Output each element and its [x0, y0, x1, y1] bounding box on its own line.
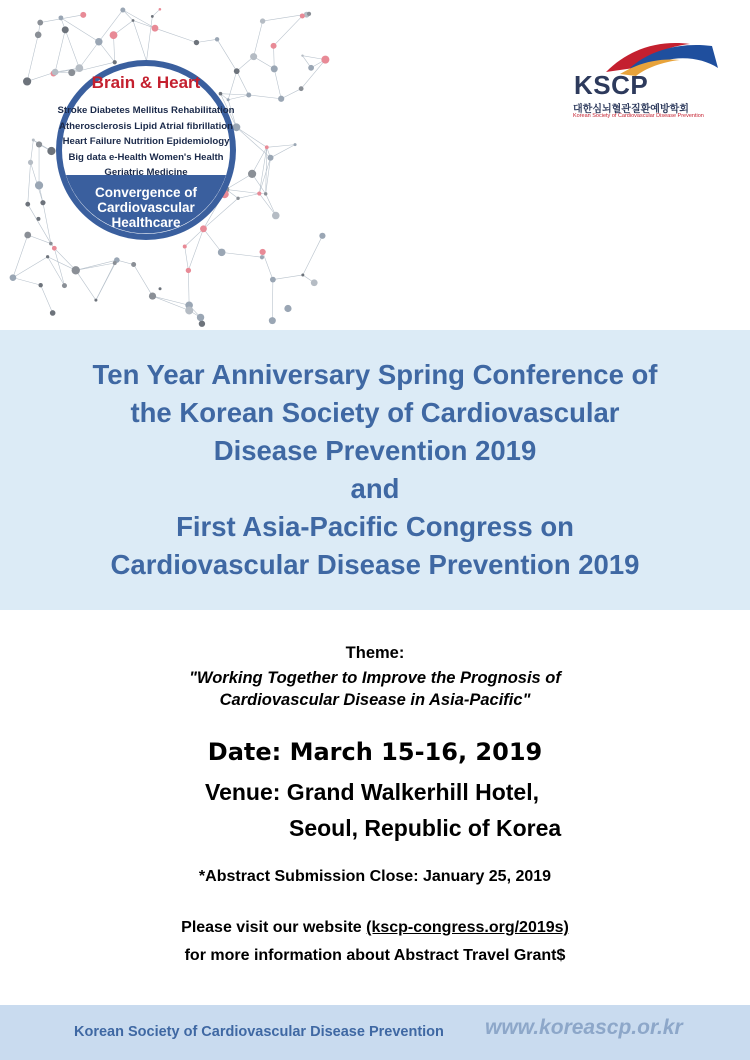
network-node — [35, 31, 42, 38]
badge-subtitle — [66, 185, 226, 230]
network-node — [50, 310, 56, 316]
network-node — [52, 246, 57, 251]
network-node — [80, 12, 86, 18]
network-node — [299, 86, 304, 91]
network-node — [278, 96, 284, 102]
network-node — [270, 277, 276, 283]
network-node — [25, 202, 30, 207]
network-link — [238, 194, 259, 199]
network-node — [284, 305, 291, 312]
network-link — [249, 95, 281, 99]
network-node — [151, 15, 154, 18]
abstract-deadline: *Abstract Submission Close: January 25, 2019 — [198, 868, 552, 885]
badge-subtitle-line: Healthcare — [111, 215, 181, 230]
network-link — [27, 35, 38, 82]
network-node — [246, 92, 251, 97]
network-link — [133, 21, 146, 62]
network-link — [41, 285, 53, 313]
network-node — [269, 317, 276, 324]
badge-topic-line: Atherosclerosis Lipid Atrial fibrillation — [59, 120, 233, 132]
network-node — [131, 262, 136, 267]
title-line: Cardiovascular Disease Prevention 2019 — [110, 549, 640, 580]
network-node — [36, 217, 40, 221]
network-node — [307, 12, 311, 16]
badge-title: Brain & Heart — [91, 73, 201, 92]
network-link — [153, 296, 190, 305]
network-link — [13, 257, 48, 278]
network-link — [236, 127, 266, 147]
website-prefix: Please visit our website — [181, 919, 367, 936]
network-link — [274, 16, 303, 46]
network-node — [301, 54, 303, 56]
network-node — [321, 56, 329, 64]
network-link — [254, 21, 263, 57]
network-link — [31, 140, 34, 162]
network-link — [281, 89, 301, 99]
network-link — [155, 28, 196, 42]
network-node — [271, 43, 277, 49]
network-link — [28, 204, 51, 243]
website-info — [0, 914, 750, 970]
network-node — [10, 274, 17, 281]
network-link — [273, 275, 303, 280]
network-link — [28, 235, 51, 244]
logo-name: KSCP — [574, 70, 649, 100]
network-node — [38, 283, 42, 287]
title-line: and — [350, 473, 400, 504]
badge-subtitle-line: Cardiovascular — [97, 200, 195, 215]
badge-topic-line: Heart Failure Nutrition Epidemiology — [62, 136, 230, 147]
network-link — [152, 9, 160, 16]
network-link — [188, 270, 189, 305]
network-node — [95, 38, 102, 45]
conference-title — [0, 356, 750, 584]
network-link — [303, 236, 323, 275]
network-node — [260, 255, 264, 259]
theme-label: Theme: — [345, 644, 405, 662]
network-node — [59, 15, 64, 20]
venue-line: Venue: Grand Walkerhill Hotel, — [205, 779, 539, 805]
network-link — [185, 246, 189, 270]
website-link[interactable]: (kscp-congress.org/2019s) — [366, 919, 569, 936]
title-line: Disease Prevention 2019 — [213, 435, 537, 466]
network-link — [153, 296, 190, 310]
network-link — [76, 263, 115, 270]
network-node — [120, 7, 125, 12]
network-node — [319, 233, 325, 239]
network-node — [110, 31, 118, 39]
network-link — [196, 39, 217, 42]
network-link — [147, 16, 153, 61]
network-node — [132, 19, 135, 22]
theme-text — [0, 667, 750, 711]
badge-topics — [56, 103, 236, 181]
network-link — [236, 127, 270, 158]
kscp-logo — [570, 38, 720, 128]
network-node — [72, 266, 80, 274]
network-node — [159, 287, 162, 290]
network-node — [311, 279, 318, 286]
network-node — [272, 212, 280, 220]
network-node — [248, 170, 256, 178]
network-link — [43, 203, 51, 244]
network-link — [259, 158, 270, 194]
network-node — [301, 273, 304, 276]
logo-korean-name: 대한심뇌혈관질환예방학회 — [573, 104, 689, 115]
footer-society-name: Korean Society of Cardiovascular Disease Prevention — [74, 1024, 444, 1040]
badge-topic-line: Big data e-Health Women's Health — [68, 151, 224, 163]
network-node — [199, 321, 205, 327]
network-node — [183, 244, 187, 248]
network-node — [264, 192, 267, 195]
network-node — [257, 191, 261, 195]
network-node — [308, 65, 314, 71]
network-node — [215, 37, 219, 41]
network-node — [24, 232, 31, 239]
network-node — [28, 160, 33, 165]
network-node — [35, 181, 43, 189]
network-link — [123, 10, 155, 28]
network-link — [13, 278, 41, 286]
network-link — [301, 60, 325, 89]
title-line: Ten Year Anniversary Spring Conference of — [92, 359, 658, 390]
network-node — [36, 141, 42, 147]
network-node — [197, 314, 204, 321]
network-node — [37, 20, 43, 26]
network-node — [149, 292, 156, 299]
network-link — [76, 260, 117, 270]
title-line: First Asia-Pacific Congress on — [176, 511, 574, 542]
theme-line: "Working Together to Improve the Prognosis of — [189, 669, 561, 687]
network-node — [271, 65, 278, 72]
badge-topic-line: Stroke Diabetes Mellitus Rehabilitation — [57, 105, 235, 116]
logo-english-name: Korean Society of Cardiovascular Disease Prevention — [573, 113, 704, 119]
network-link — [263, 252, 273, 280]
network-node — [159, 8, 162, 11]
network-link — [274, 69, 281, 99]
network-node — [62, 26, 69, 33]
network-link — [28, 162, 31, 204]
network-node — [185, 306, 193, 314]
network-node — [300, 13, 305, 18]
network-link — [259, 194, 275, 216]
network-node — [152, 25, 159, 32]
network-link — [222, 252, 262, 257]
badge-topic-line: Geriatric Medicine — [104, 167, 188, 178]
network-node — [113, 261, 117, 265]
network-node — [94, 299, 97, 302]
network-node — [260, 249, 266, 255]
network-node — [260, 18, 265, 23]
network-link — [272, 280, 273, 321]
badge-subtitle-line: Convergence of — [94, 185, 198, 200]
network-link — [13, 235, 28, 278]
network-link — [76, 270, 96, 300]
network-link — [96, 263, 115, 300]
network-node — [265, 145, 269, 149]
network-node — [294, 143, 297, 146]
network-node — [62, 283, 67, 288]
network-node — [267, 155, 273, 161]
network-node — [218, 249, 226, 257]
network-link — [254, 57, 275, 69]
network-node — [40, 200, 45, 205]
network-node — [46, 255, 49, 258]
theme-line: Cardiovascular Disease in Asia-Pacific" — [219, 691, 531, 709]
title-line: the Korean Society of Cardiovascular — [130, 397, 620, 428]
network-node — [23, 77, 31, 85]
website-info-line: for more information about Abstract Travel Grant$ — [184, 947, 566, 964]
network-node — [194, 40, 199, 45]
venue-line: Seoul, Republic of Korea — [289, 815, 562, 841]
network-link — [134, 265, 153, 297]
network-node — [186, 268, 191, 273]
network-node — [32, 138, 35, 141]
network-node — [250, 53, 257, 60]
footer-url-link[interactable]: www.koreascp.or.kr — [485, 1016, 683, 1039]
event-date: Date: March 15-16, 2019 — [207, 738, 543, 766]
